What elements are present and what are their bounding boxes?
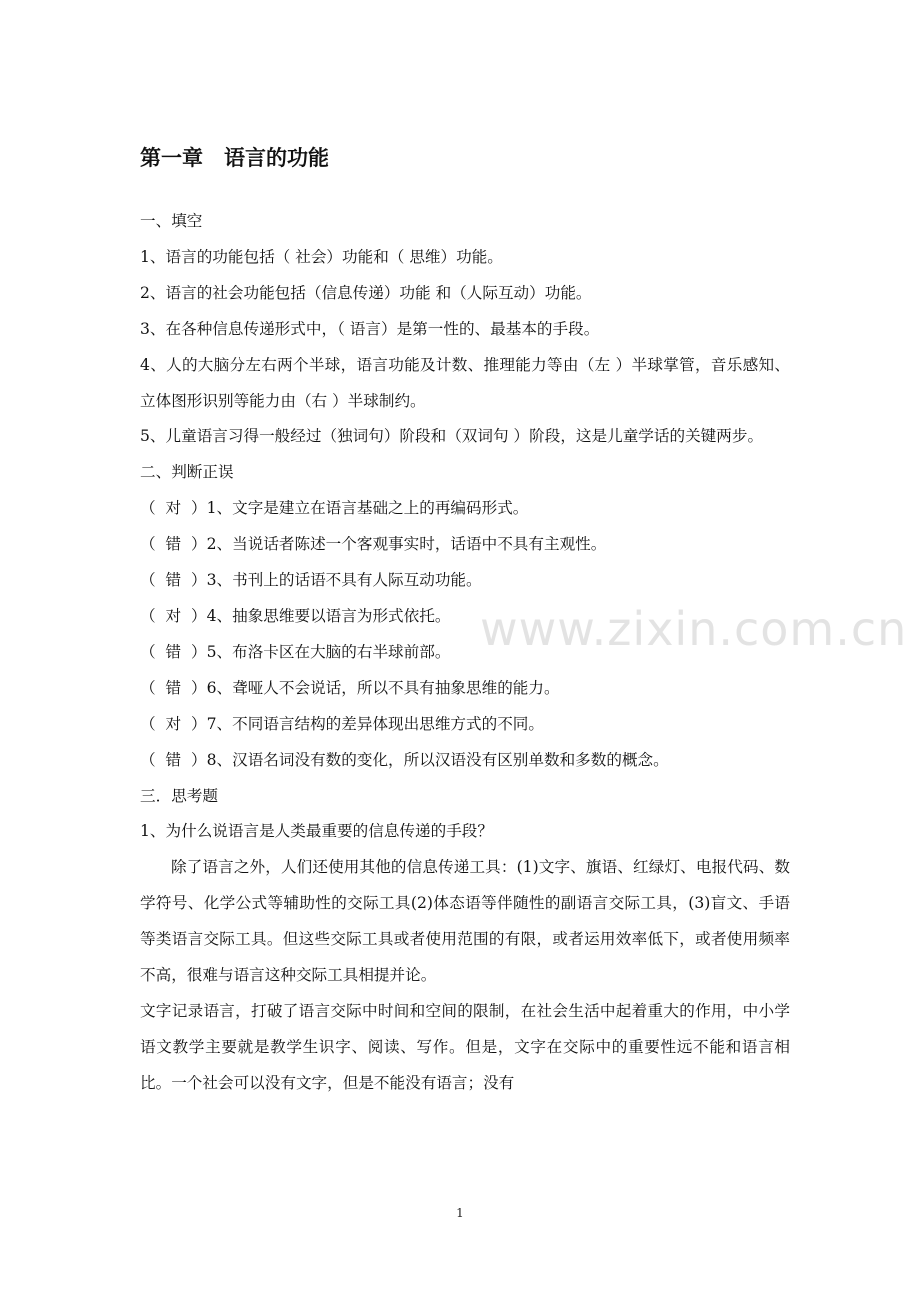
page-number: 1 [456, 1206, 464, 1220]
section-heading-thinking-questions: 三．思考题 [140, 786, 218, 805]
true-false-item: （ 错 ）3、书刊上的话语不具有人际互动功能。 [140, 571, 482, 590]
answer-paragraph: 文字记录语言，打破了语言交际中时间和空间的限制，在社会生活中起着重大的作用，中小学语文教学主要就是教学生识字、阅读、写作。但是，文字在交际中的重要性远不能和语言相比。一个社会可以没有文字，但是不能没有语言；没有 [140, 1001, 790, 1092]
section-heading-fill-blank: 一、填空 [140, 212, 203, 230]
true-false-item: （ 对 ）1、文字是建立在语言基础之上的再编码形式。 [140, 499, 529, 518]
true-false-item: （ 对 ）4、抽象思维要以语言为形式依托。 [140, 606, 451, 625]
true-false-item: （ 错 ）5、布洛卡区在大脑的右半球前部。 [140, 642, 451, 661]
chapter-title: 第一章 语言的功能 [140, 146, 329, 170]
watermark: www.zixin.com.cn [480, 602, 908, 656]
answer-paragraph: 除了语言之外，人们还使用其他的信息传递工具：(1)文字、旗语、红绿灯、电报代码、数学符号、化学公式等辅助性的交际工具(2)体态语等伴随性的副语言交际工具，(3)盲文、手语等类语言交际工具。但这些交际工具或者使用范围的有限，或者运用效率低下，或者使用频率不高，很难与语言这种交际工具相提并论。 [140, 858, 790, 985]
fill-blank-item: 3、在各种信息传递形式中，（ 语言）是第一性的、最基本的手段。 [140, 319, 600, 338]
true-false-item: （ 错 ）6、聋哑人不会说话，所以不具有抽象思维的能力。 [140, 678, 560, 697]
true-false-item: （ 对 ）7、不同语言结构的差异体现出思维方式的不同。 [140, 714, 544, 733]
fill-blank-item: 5、儿童语言习得一般经过（独词句）阶段和（双词句 ）阶段，这是儿童学话的关键两步。 [140, 427, 764, 446]
thinking-question: 1、为什么说语言是人类最重要的信息传递的手段？ [140, 822, 493, 841]
page-content [140, 142, 790, 1102]
fill-blank-item: 2、语言的社会功能包括（信息传递）功能 和（人际互动）功能。 [140, 283, 592, 302]
true-false-item: （ 错 ）8、汉语名词没有数的变化，所以汉语没有区别单数和多数的概念。 [140, 750, 669, 769]
section-heading-true-false: 二、判断正误 [140, 463, 234, 482]
fill-blank-item: 4、人的大脑分左右两个半球，语言功能及计数、推理能力等由（左 ）半球掌管，音乐感知、立体图形识别等能力由（右 ）半球制约。 [140, 355, 790, 410]
true-false-item: （ 错 ）2、当说话者陈述一个客观事实时，话语中不具有主观性。 [140, 535, 607, 554]
fill-blank-item: 1、语言的功能包括（ 社会）功能和（ 思维）功能。 [140, 247, 503, 266]
